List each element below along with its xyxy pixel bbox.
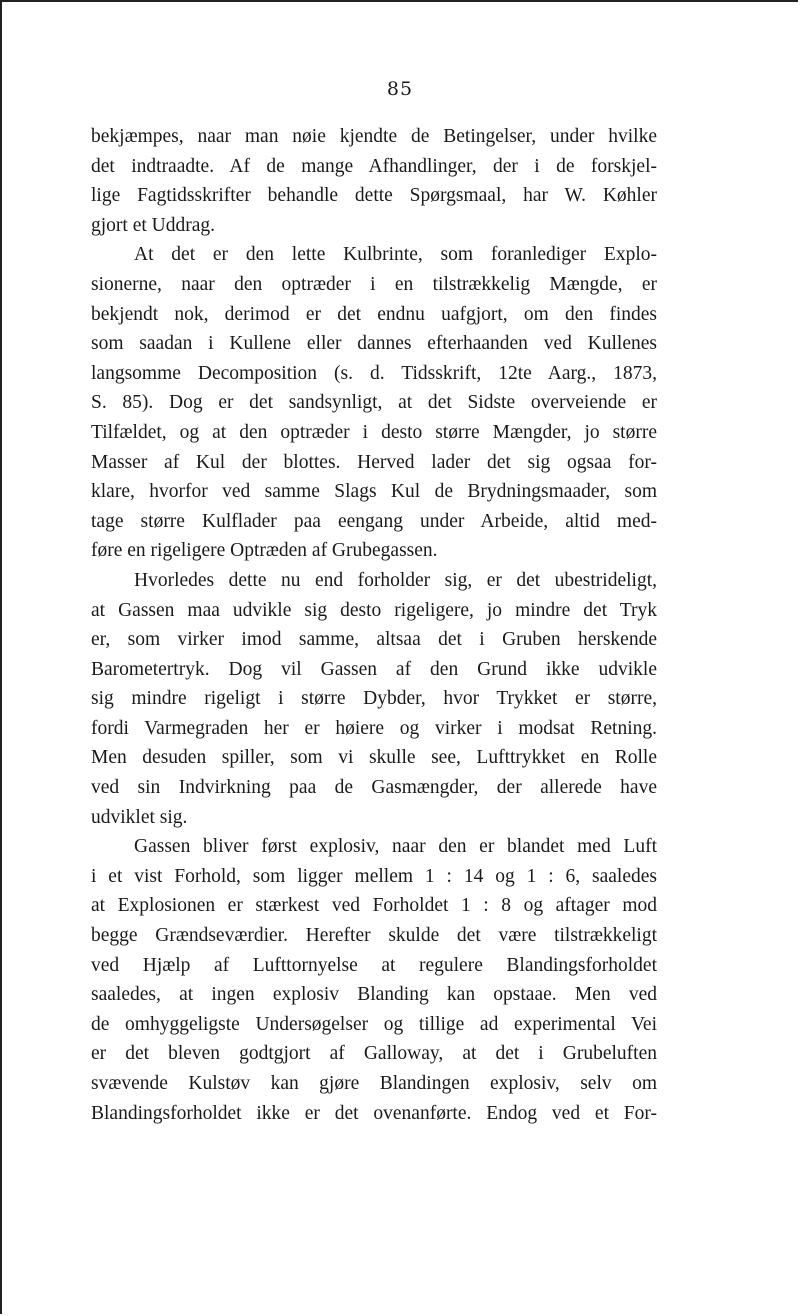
text-line: At det er den lette Kulbrinte, som foranlediger Explo-	[134, 244, 657, 266]
text-line: langsomme Decomposition (s. d. Tidsskrift, 12te Aarg., 1873,	[91, 362, 657, 384]
text-line: i et vist Forhold, som ligger mellem 1 : 14 og 1 : 6, saaledes	[91, 865, 657, 887]
text-line: det indtraadte. Af de mange Afhandlinger, der i de forskjel-	[91, 155, 657, 177]
text-line: føre en rigeligere Optræden af Grubegassen.	[91, 540, 438, 562]
text-line: udviklet sig.	[91, 806, 188, 828]
body-text	[91, 122, 657, 1128]
text-line: tage større Kulflader paa eengang under Arbeide, altid med-	[91, 510, 657, 532]
text-line: de omhyggeligste Undersøgelser og tillige ad experimental Vei	[91, 1013, 657, 1035]
text-line: Men desuden spiller, som vi skulle see, Lufttrykket en Rolle	[91, 747, 657, 769]
text-line: Gassen bliver først explosiv, naar den er blandet med Luft	[134, 836, 657, 858]
text-line: er det bleven godtgjort af Galloway, at det i Grubeluften	[91, 1043, 657, 1065]
text-line: Tilfældet, og at den optræder i desto større Mængder, jo større	[91, 421, 657, 443]
text-line: saaledes, at ingen explosiv Blanding kan opstaae. Men ved	[91, 984, 657, 1006]
text-line: ved sin Indvirkning paa de Gasmængder, der allerede have	[91, 777, 657, 799]
text-line: Masser af Kul der blottes. Herved lader det sig ogsaa for-	[91, 451, 657, 473]
text-line: bekjæmpes, naar man nøie kjendte de Betingelser, under hvilke	[91, 126, 657, 147]
text-line: Hvorledes dette nu end forholder sig, er det ubestrideligt,	[134, 569, 657, 591]
text-line: som saadan i Kullene eller dannes efterhaanden ved Kullenes	[91, 333, 657, 355]
text-line: Barometertryk. Dog vil Gassen af den Grund ikke udvikle	[91, 658, 657, 680]
text-line: svævende Kulstøv kan gjøre Blandingen explosiv, selv om	[91, 1073, 657, 1094]
text-line: S. 85). Dog er det sandsynligt, at det Sidste overveiende er	[91, 392, 657, 414]
page-number: 85	[386, 78, 414, 100]
text-line: sig mindre rigeligt i større Dybder, hvor Trykket er større,	[91, 688, 657, 710]
text-line: bekjendt nok, derimod er det endnu uafgjort, om den findes	[91, 303, 657, 325]
text-line: lige Fagtidsskrifter behandle dette Spørgsmaal, har W. Køhler	[91, 185, 657, 207]
text-line: fordi Varmegraden her er høiere og virker i modsat Retning.	[91, 717, 657, 739]
text-line: klare, hvorfor ved samme Slags Kul de Brydningsmaader, som	[91, 481, 657, 503]
text-line: begge Grændseværdier. Herefter skulde det være tilstrækkeligt	[91, 925, 657, 947]
text-line: at Gassen maa udvikle sig desto rigeligere, jo mindre det Tryk	[91, 599, 657, 621]
text-line: ved Hjælp af Lufttornyelse at regulere Blandingsforholdet	[91, 954, 657, 976]
text-line: gjort et Uddrag.	[91, 214, 216, 236]
text-line: sionerne, naar den optræder i en tilstrækkelig Mængde, er	[91, 273, 657, 295]
text-line: Blandingsforholdet ikke er det ovenanførte. Endog ved et For-	[91, 1102, 657, 1124]
text-line: at Explosionen er stærkest ved Forholdet 1 : 8 og aftager mod	[91, 895, 657, 917]
text-line: er, som virker imod samme, altsaa det i Gruben herskende	[91, 629, 657, 651]
